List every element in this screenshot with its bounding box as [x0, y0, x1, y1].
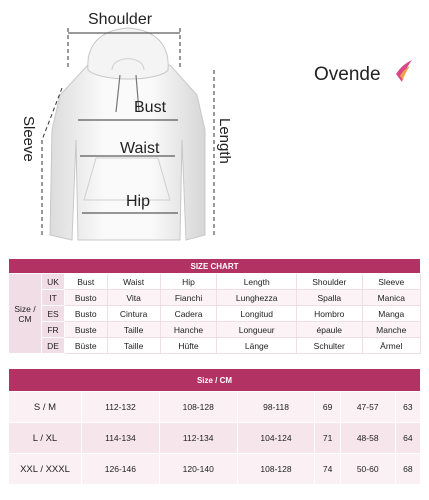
lang-cell: DE: [42, 338, 65, 354]
table-cell: Waist: [107, 274, 160, 290]
label-length: Length: [216, 118, 233, 164]
table-row: [9, 338, 421, 354]
table-cell: Cadera: [160, 306, 217, 322]
measurements-title: Size / CM: [9, 369, 421, 392]
table-cell: Büste: [65, 338, 108, 354]
hoodie-hood: [88, 28, 168, 79]
size-cell: S / M: [9, 392, 82, 423]
table-cell: 112-132: [82, 392, 160, 423]
table-cell: Hombro: [297, 306, 363, 322]
table-cell: 112-134: [159, 423, 237, 454]
table-cell: Longueur: [217, 322, 297, 338]
table-cell: 64: [395, 423, 420, 454]
table-row: [9, 290, 421, 306]
table-cell: Manga: [362, 306, 420, 322]
table-cell: Taille: [107, 322, 160, 338]
table-cell: 47-57: [340, 392, 395, 423]
table-row: [9, 423, 421, 454]
table-cell: 69: [315, 392, 340, 423]
table-cell: 114-134: [82, 423, 160, 454]
table-cell: Bust: [65, 274, 108, 290]
table-cell: Taille: [107, 338, 160, 354]
table-cell: 120-140: [159, 454, 237, 485]
label-bust: Bust: [134, 99, 167, 116]
lang-cell: ES: [42, 306, 65, 322]
table-cell: Buste: [65, 322, 108, 338]
table-cell: Busto: [65, 306, 108, 322]
table-cell: 108-128: [237, 454, 315, 485]
table-cell: Length: [217, 274, 297, 290]
table-cell: épaule: [297, 322, 363, 338]
table-cell: Sleeve: [362, 274, 420, 290]
label-sleeve: Sleeve: [20, 116, 37, 162]
size-chart-title: SIZE CHART: [9, 259, 421, 274]
table-row: [9, 322, 421, 338]
table-cell: Manica: [362, 290, 420, 306]
table-cell: Busto: [65, 290, 108, 306]
table-cell: Spalla: [297, 290, 363, 306]
table-row: [9, 306, 421, 322]
table-cell: Fianchi: [160, 290, 217, 306]
table-cell: 74: [315, 454, 340, 485]
bird-icon: [394, 58, 414, 84]
size-chart-table: [8, 258, 421, 354]
table-cell: 126-146: [82, 454, 160, 485]
table-cell: 108-128: [159, 392, 237, 423]
table-row: [9, 392, 421, 423]
lang-cell: IT: [42, 290, 65, 306]
label-waist: Waist: [120, 140, 160, 157]
table-cell: Longitud: [217, 306, 297, 322]
table-cell: 104-124: [237, 423, 315, 454]
table-row: [9, 274, 421, 290]
table-cell: Vita: [107, 290, 160, 306]
table-cell: Länge: [217, 338, 297, 354]
size-cell: XXL / XXXL: [9, 454, 82, 485]
table-cell: Manche: [362, 322, 420, 338]
table-cell: 48-58: [340, 423, 395, 454]
size-cell: L / XL: [9, 423, 82, 454]
table-cell: Hip: [160, 274, 217, 290]
lang-cell: UK: [42, 274, 65, 290]
table-cell: Shoulder: [297, 274, 363, 290]
brand-name: Ovende: [314, 64, 381, 85]
table-cell: Cintura: [107, 306, 160, 322]
table-cell: Hanche: [160, 322, 217, 338]
label-shoulder: Shoulder: [88, 11, 153, 28]
lang-cell: FR: [42, 322, 65, 338]
table-cell: Hüfte: [160, 338, 217, 354]
table-cell: 63: [395, 392, 420, 423]
measurements-table: [8, 368, 421, 485]
table-cell: 98-118: [237, 392, 315, 423]
table-cell: Schulter: [297, 338, 363, 354]
table-row: [9, 454, 421, 485]
table-cell: 50-60: [340, 454, 395, 485]
table-cell: Ärmel: [362, 338, 420, 354]
table-cell: 68: [395, 454, 420, 485]
size-cm-label: Size / CM: [9, 274, 42, 354]
table-cell: 71: [315, 423, 340, 454]
table-cell: Lunghezza: [217, 290, 297, 306]
brand-logo: [312, 58, 412, 98]
label-hip: Hip: [126, 193, 151, 210]
